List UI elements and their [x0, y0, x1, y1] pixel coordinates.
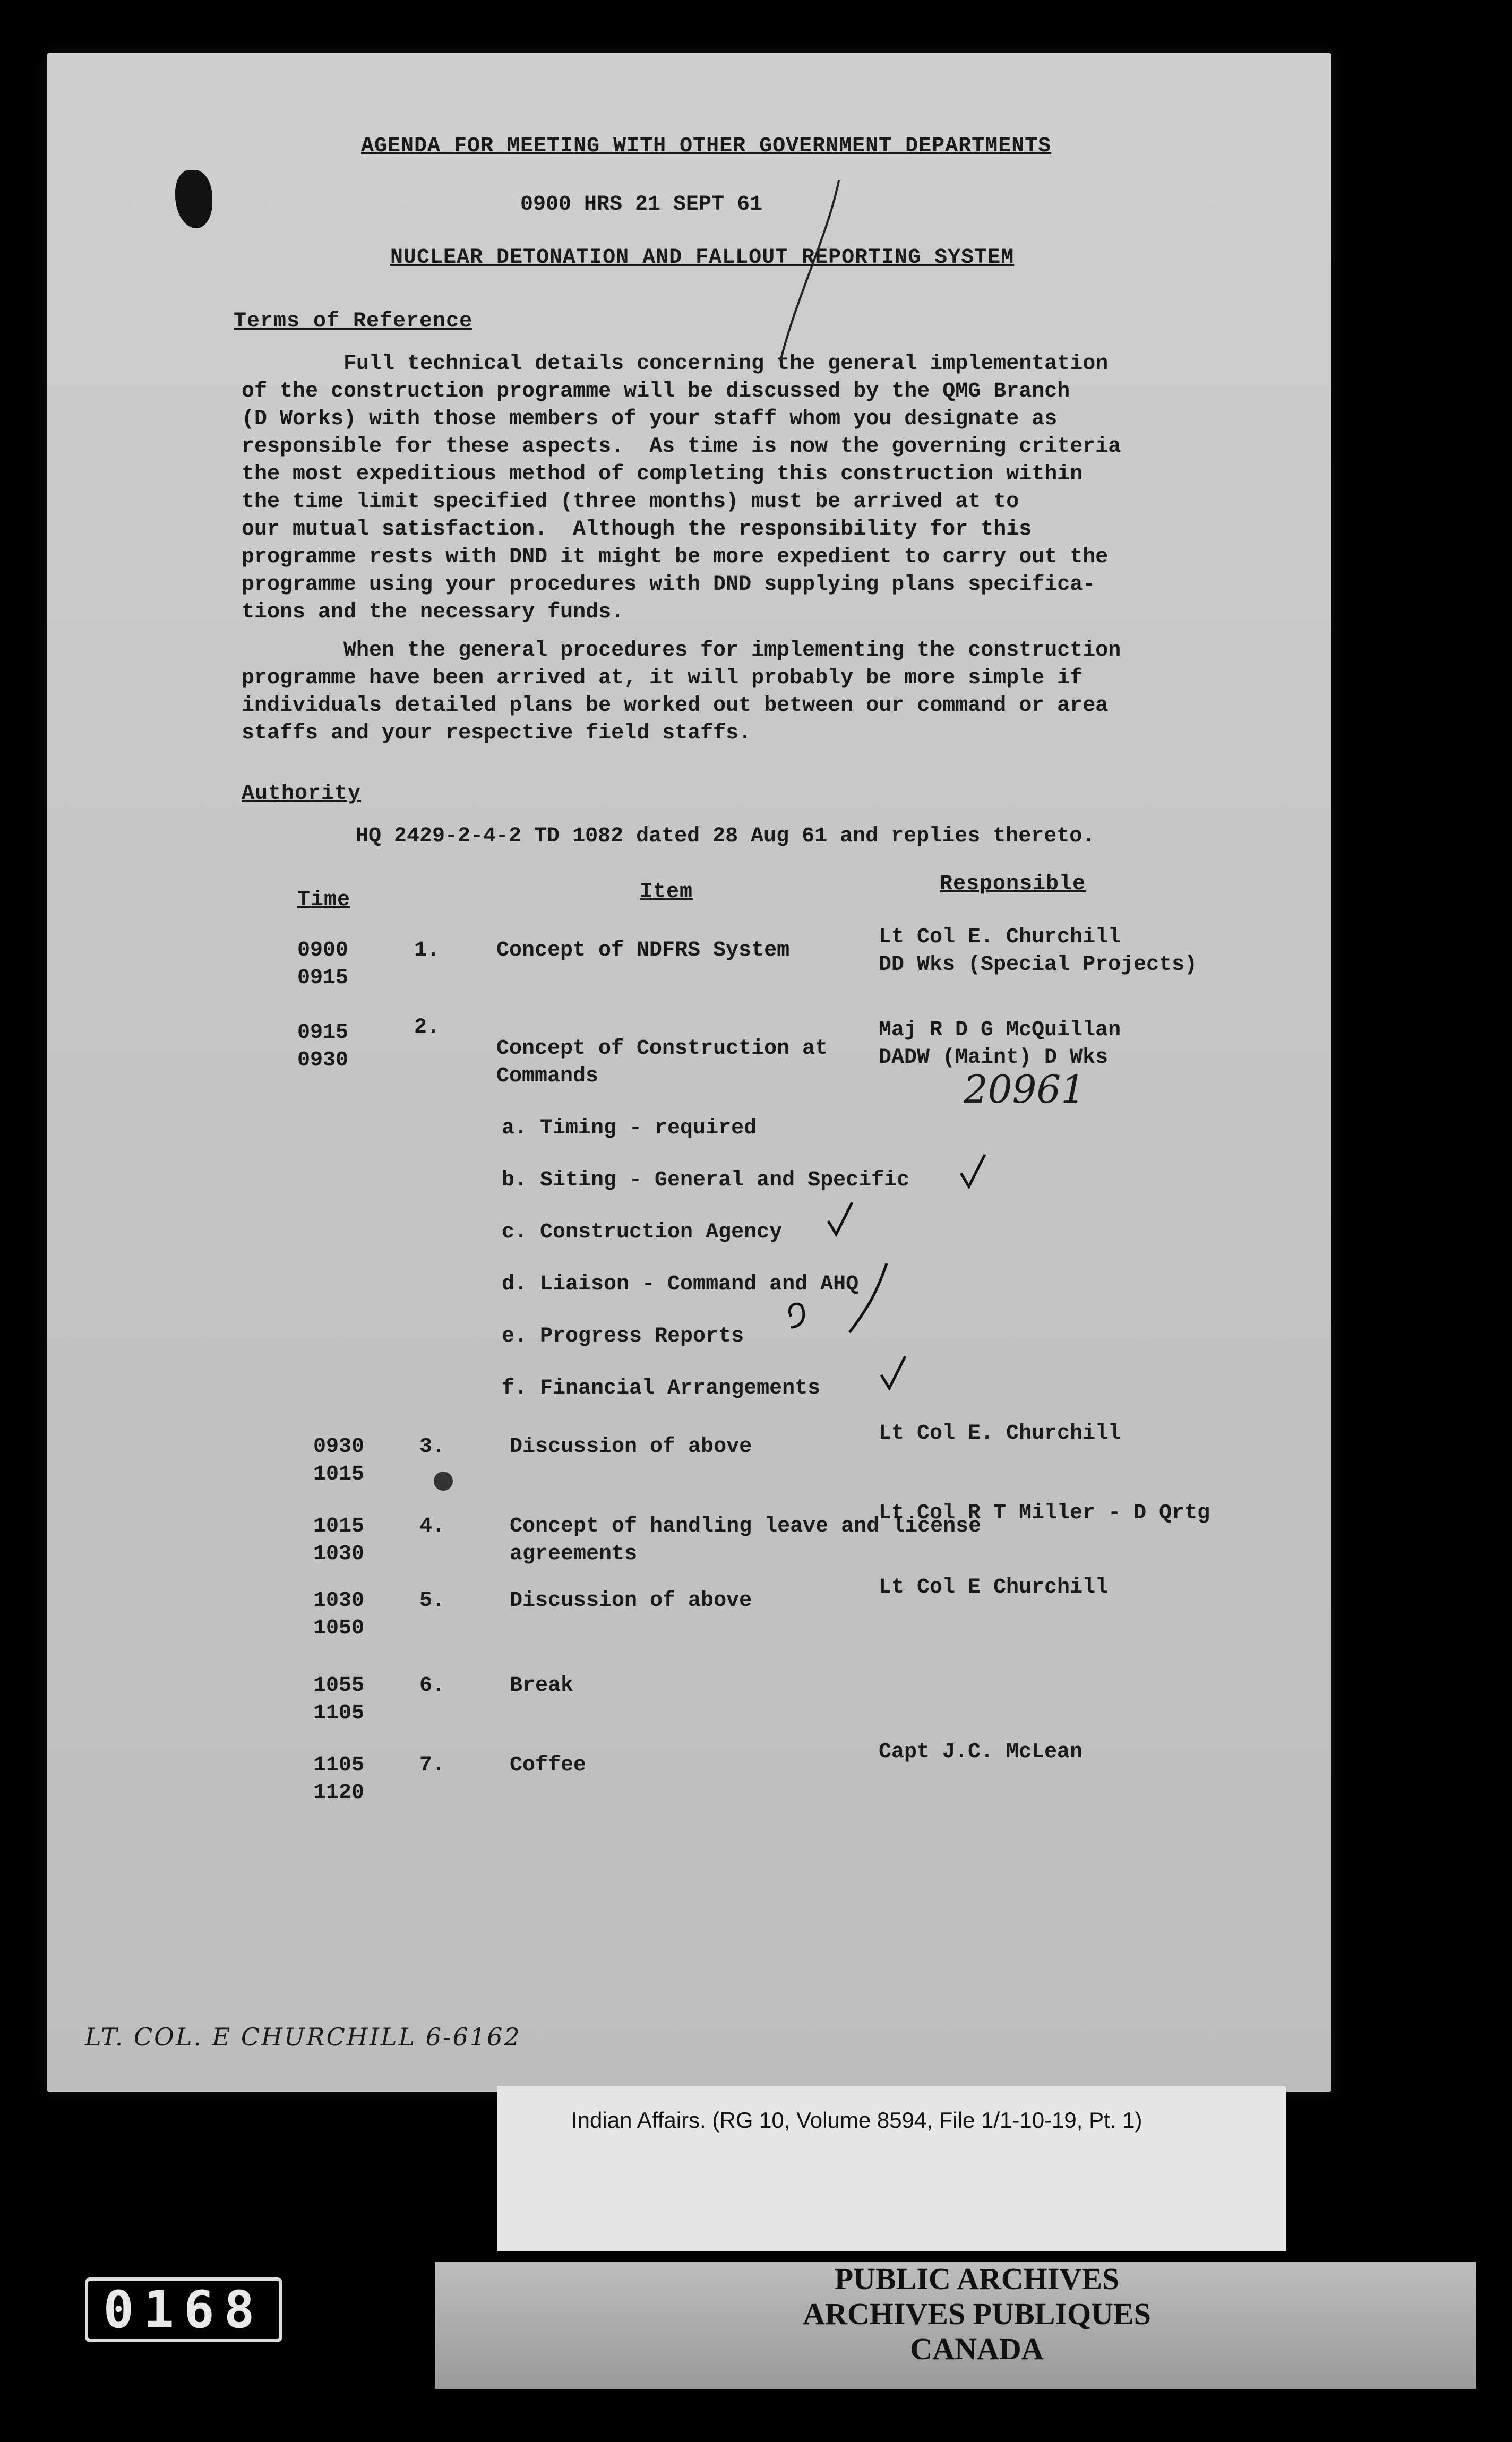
- terms-paragraph-1-line: tions and the necessary funds.: [242, 600, 624, 624]
- agenda-item: Concept of NDFRS System: [496, 939, 790, 962]
- agenda-number: 5.: [419, 1589, 445, 1613]
- terms-paragraph-2-line: staffs and your respective field staffs.: [242, 721, 752, 745]
- agenda-number: 2.: [414, 1016, 440, 1039]
- archive-stamp: [435, 2262, 1476, 2389]
- pen-stroke-line: [780, 180, 839, 361]
- archive-line-1: PUBLIC ARCHIVES: [834, 2262, 1120, 2296]
- authority-text: HQ 2429-2-4-2 TD 1082 dated 28 Aug 61 and replies thereto.: [356, 824, 1095, 848]
- checkmark-icon: [881, 1356, 905, 1388]
- terms-paragraph-1-line: our mutual satisfaction. Although the responsibility for this: [242, 518, 1032, 541]
- agenda-time: 0930 1015: [313, 1435, 365, 1486]
- terms-heading: Terms of Reference: [234, 309, 473, 333]
- subitem: f. Financial Arrangements: [502, 1377, 821, 1400]
- checkmark-icon: [961, 1155, 985, 1186]
- terms-paragraph-2-line: programme have been arrived at, it will probably be more simple if: [242, 666, 1083, 690]
- authority-heading: Authority: [242, 782, 362, 806]
- agenda-number: 3.: [419, 1435, 445, 1459]
- column-time: Time: [297, 888, 351, 912]
- subitem: d. Liaison - Command and AHQ: [502, 1272, 859, 1296]
- agenda-item: Discussion of above: [510, 1589, 752, 1613]
- agenda-number: 4.: [419, 1515, 445, 1538]
- agenda-responsible: Lt Col R T Miller - D Qrtg: [879, 1501, 1210, 1525]
- document-title: AGENDA FOR MEETING WITH OTHER GOVERNMENT DEPARTMENTS: [361, 134, 1052, 158]
- document-datetime: 0900 HRS 21 SEPT 61: [520, 193, 763, 217]
- agenda-time: 0915 0930: [297, 1021, 349, 1072]
- document-subject: NUCLEAR DETONATION AND FALLOUT REPORTING SYSTEM: [390, 246, 1015, 270]
- archive-line-2: ARCHIVES PUBLIQUES: [803, 2297, 1151, 2331]
- agenda-number: 1.: [414, 939, 440, 962]
- agenda-responsible: Lt Col E Churchill: [879, 1576, 1109, 1600]
- agenda-item: Concept of Construction at Commands: [496, 1037, 828, 1088]
- terms-paragraph-1-line: the most expeditious method of completing this construction within: [242, 462, 1083, 486]
- agenda-time: 1015 1030: [313, 1515, 365, 1566]
- terms-paragraph-1-line: responsible for these aspects. As time is now the governing criteria: [242, 435, 1121, 459]
- agenda-time: 1055 1105: [313, 1674, 365, 1725]
- subitem: a. Timing - required: [502, 1116, 757, 1140]
- frame-number: 0168: [85, 2277, 282, 2342]
- terms-paragraph-1-line: (D Works) with those members of your staff whom you designate as: [242, 407, 1058, 431]
- agenda-responsible: Capt J.C. McLean: [879, 1740, 1083, 1764]
- agenda-responsible: Maj R D G McQuillan DADW (Maint) D Wks: [879, 1018, 1121, 1070]
- archive-label-text: Indian Affairs. (RG 10, Volume 8594, File 1/1-10-19, Pt. 1): [571, 2108, 1142, 2133]
- archive-label: [497, 2086, 1286, 2251]
- archive-line-3: CANADA: [910, 2332, 1044, 2366]
- terms-paragraph-1-line: programme using your procedures with DND supplying plans specifica-: [242, 573, 1096, 597]
- subitem: c. Construction Agency: [502, 1220, 783, 1244]
- agenda-number: 6.: [419, 1674, 445, 1698]
- column-item: Item: [640, 880, 693, 904]
- agenda-time: 0900 0915: [297, 939, 349, 990]
- agenda-responsible: Lt Col E. Churchill DD Wks (Special Projects): [879, 925, 1198, 977]
- terms-paragraph-1-line: Full technical details concerning the general implementation: [242, 352, 1109, 376]
- handwritten-footer: LT. COL. E CHURCHILL 6-6162: [85, 2023, 521, 2051]
- terms-paragraph-1-line: the time limit specified (three months) must be arrived at to: [242, 490, 1019, 514]
- checkmark-icon: [849, 1263, 887, 1332]
- terms-paragraph-1-line: of the construction programme will be discussed by the QMG Branch: [242, 380, 1070, 403]
- column-responsible: Responsible: [940, 872, 1086, 896]
- checkmark-icon: [828, 1202, 852, 1234]
- agenda-item: Coffee: [510, 1753, 587, 1777]
- terms-paragraph-1-line: programme rests with DND it might be more expedient to carry out the: [242, 545, 1109, 569]
- handwritten-number: 20961: [964, 1067, 1086, 1112]
- agenda-item: Discussion of above: [510, 1435, 752, 1459]
- agenda-responsible: Lt Col E. Churchill: [879, 1422, 1121, 1446]
- ink-dot: [434, 1472, 453, 1491]
- checkmark-icon: [789, 1304, 804, 1327]
- agenda-item: Break: [510, 1674, 574, 1698]
- subitem: b. Siting - General and Specific: [502, 1168, 910, 1192]
- subitem: e. Progress Reports: [502, 1325, 744, 1348]
- terms-paragraph-2-line: individuals detailed plans be worked out between our command or area: [242, 694, 1109, 718]
- agenda-time: 1030 1050: [313, 1589, 365, 1640]
- agenda-number: 7.: [419, 1753, 445, 1777]
- terms-paragraph-2-line: When the general procedures for implementing the construction: [242, 639, 1121, 663]
- agenda-time: 1105 1120: [313, 1753, 365, 1805]
- agenda-item: Concept of handling leave and license agreements: [510, 1515, 982, 1566]
